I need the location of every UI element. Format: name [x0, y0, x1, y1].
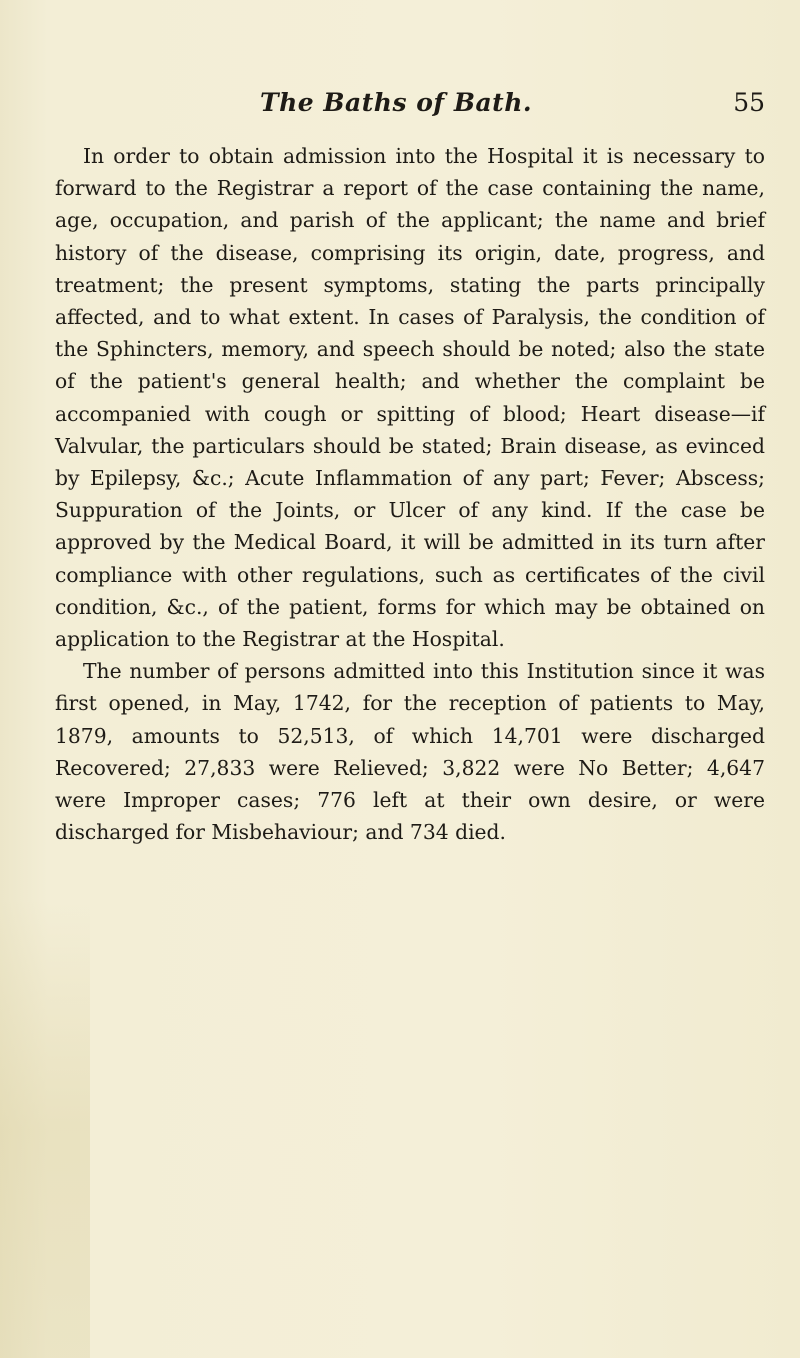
page-header [55, 88, 765, 128]
paragraph-statistics: The number of persons admitted into this Institution since it was first opened, in May, 1742, for the reception of patients to May, 1879, amounts to 52,513, of which 14,701 were discharged Recovered; 27,833 were Relieved; 3,822 were No Better; 4,647 were Improper cases; 776 left at their own desire, or were discharged for Misbehaviour; and 734 died. [55, 659, 765, 845]
paper-stain [0, 900, 90, 1358]
running-title: The Baths of Bath. [260, 88, 533, 117]
page-number: 55 [733, 88, 765, 117]
body-text [55, 140, 765, 848]
paragraph-admission: In order to obtain admission into the Hospital it is necessary to forward to the Registrar a report of the case containing the name, age, occupation, and parish of the applicant; the name and brief history of the disease, comprising its origin, date, progress, and treatment; the present symptoms, stating the parts principally affected, and to what extent. In cases of Paralysis, the condition of the Sphincters, memory, and speech should be noted; also the state of the patient's general health; and whether the complaint be accompanied with cough or spitting of blood; Heart disease—if Valvular, the particulars should be stated; Brain disease, as evinced by Epilepsy, &c.; Acute Inflammation of any part; Fever; Abscess; Suppuration of the Joints, or Ulcer of any kind. If the case be approved by the Medical Board, it will be admitted in its turn after compliance with other regulations, such as certificates of the civil condition, &c., of the patient, forms for which may be obtained on application to the Registrar at the Hospital. [55, 144, 765, 652]
